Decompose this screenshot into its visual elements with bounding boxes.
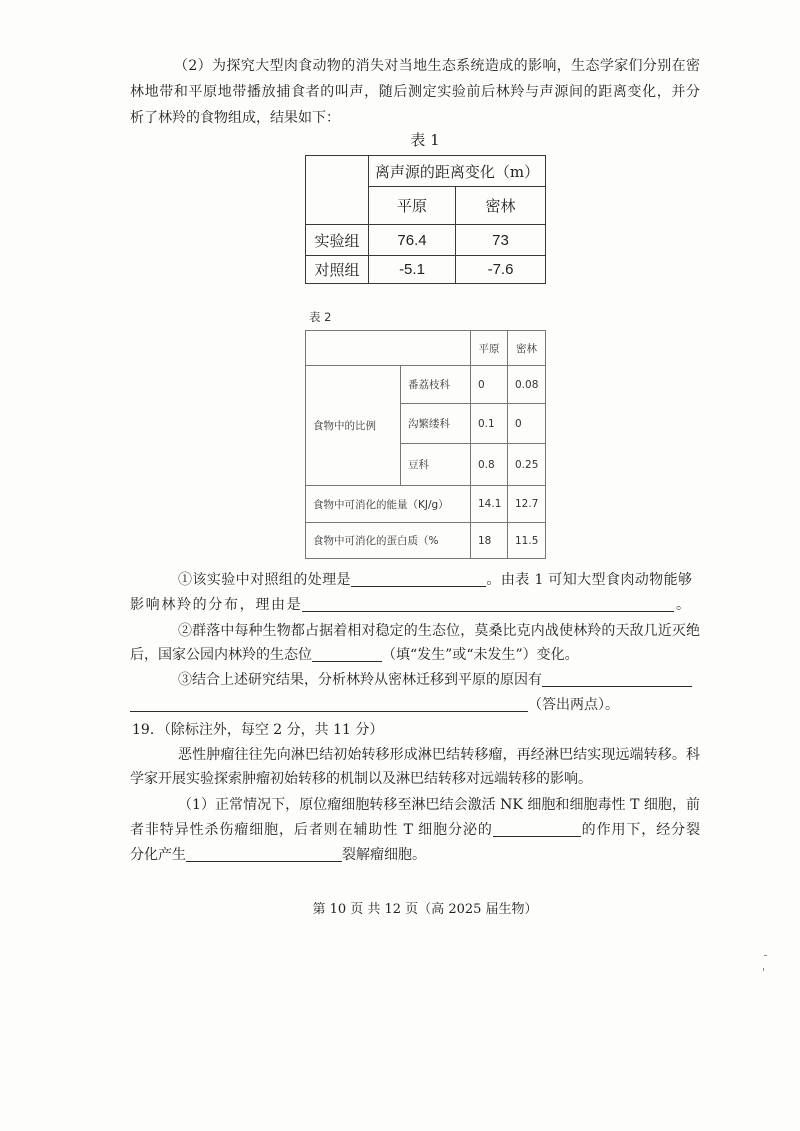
table-2-cell: 14.1 <box>471 486 508 523</box>
table-2-corner-cell <box>306 331 471 366</box>
table-2-cell: 0.25 <box>508 444 546 486</box>
question-text: ③结合上述研究结果，分析林羚从密林迁移到平原的原因有 <box>178 672 542 688</box>
q18-2-intro-line-2: 林地带和平原地带播放捕食者的叫声，随后测定实验前后林羚与声源间的距离变化，并分 <box>130 84 700 100</box>
answer-blank <box>130 697 528 712</box>
q19-para-line-2: 学家开展实验探索肿瘤初始转移的机制以及淋巴结转移对远端转移的影响。 <box>130 771 592 787</box>
table-2-row-label: 食物中可消化的能量（KJ/g） <box>306 486 471 523</box>
table-1-column-header: 密林 <box>456 187 546 225</box>
scan-speck <box>764 955 767 956</box>
table-2-group-label: 食物中的比例 <box>306 366 401 486</box>
table-1-row-label: 实验组 <box>306 225 369 256</box>
table-1 <box>305 155 546 284</box>
question-text: 。由表 1 可知大型食肉动物能够 <box>485 572 693 588</box>
table-1-row-label: 对照组 <box>306 256 369 284</box>
question-text: 者非特异性杀伤瘤细胞，后者则在辅助性 T 细胞分泌的 <box>130 822 493 838</box>
question-text: 后，国家公园内林羚的生态位 <box>130 647 312 663</box>
q18-2-sub3-line-2 <box>130 695 619 715</box>
q19-part1-line-3 <box>130 845 426 865</box>
question-text: ①该实验中对照组的处理是 <box>178 572 351 588</box>
table-2-cell: 11.5 <box>508 523 546 559</box>
q19-part1-line-1: （1）正常情况下，原位瘤细胞转移至淋巴结会激活 NK 细胞和细胞毒性 T 细胞，前 <box>178 797 700 813</box>
scan-speck <box>763 968 764 971</box>
table-1-corner-cell <box>306 156 369 225</box>
table-2-column-header: 密林 <box>508 331 546 366</box>
table-2-cell: 0.8 <box>471 444 508 486</box>
answer-blank <box>186 847 342 862</box>
question-text: 。 <box>674 597 691 613</box>
table-2-cell: 0 <box>471 366 508 404</box>
question-text: （答出两点）。 <box>528 697 619 713</box>
q18-2-intro-line-3: 析了林羚的食物组成，结果如下： <box>130 110 340 126</box>
table-2-column-header: 平原 <box>471 331 508 366</box>
question-text: 裂解瘤细胞。 <box>342 847 426 863</box>
table-2-caption: 表 2 <box>309 310 332 324</box>
table-1-cell: 76.4 <box>369 225 456 256</box>
question-text: 的作用下，经分裂 <box>580 822 700 838</box>
table-1-cell: -5.1 <box>369 256 456 284</box>
q19-heading: 19．（除标注外，每空 2 分，共 11 分） <box>132 722 384 738</box>
answer-blank <box>312 647 382 662</box>
q18-2-sub1-line-1 <box>178 570 692 590</box>
answer-blank <box>542 672 692 687</box>
table-2 <box>305 330 546 559</box>
table-2-cell: 18 <box>471 523 508 559</box>
page-footer: 第 10 页 共 12 页（高 2025 届生物） <box>312 902 538 917</box>
question-text: （填“发生”或“未发生”）变化。 <box>382 647 579 663</box>
q18-2-sub2-line-1: ②群落中每种生物都占据着相对稳定的生态位，莫桑比克内战使林羚的天敌几近灭绝 <box>178 623 700 639</box>
table-2-cell: 12.7 <box>508 486 546 523</box>
table-1-caption: 表 1 <box>410 131 440 149</box>
table-2-cell: 0.1 <box>471 404 508 444</box>
table-1-column-header: 平原 <box>369 187 456 225</box>
q18-2-intro-line-1: （2）为探究大型肉食动物的消失对当地生态系统造成的影响，生态学家们分别在密 <box>174 58 700 74</box>
q18-2-sub2-line-2 <box>130 645 579 665</box>
q18-2-sub1-line-2 <box>130 595 690 615</box>
q19-part1-line-2 <box>130 820 700 840</box>
answer-blank <box>493 822 581 837</box>
table-2-row-label: 豆科 <box>401 444 471 486</box>
table-2-row-label: 番荔枝科 <box>401 366 471 404</box>
q19-para-line-1: 恶性肿瘤往往先向淋巴结初始转移形成淋巴结转移瘤，再经淋巴结实现远端转移。科 <box>178 747 700 763</box>
table-1-cell: 73 <box>456 225 546 256</box>
answer-blank <box>302 597 674 612</box>
table-2-cell: 0.08 <box>508 366 546 404</box>
table-1-group-header: 离声源的距离变化（m） <box>369 156 546 187</box>
table-2-row-label: 食物中可消化的蛋白质（% <box>306 523 471 559</box>
table-2-cell: 0 <box>508 404 546 444</box>
q18-2-sub3-line-1 <box>178 670 692 690</box>
question-text: 影响林羚的分布，理由是 <box>130 597 303 613</box>
answer-blank <box>351 572 486 587</box>
table-1-cell: -7.6 <box>456 256 546 284</box>
table-2-row-label: 沟繁缕科 <box>401 404 471 444</box>
question-text: 分化产生 <box>130 847 186 863</box>
